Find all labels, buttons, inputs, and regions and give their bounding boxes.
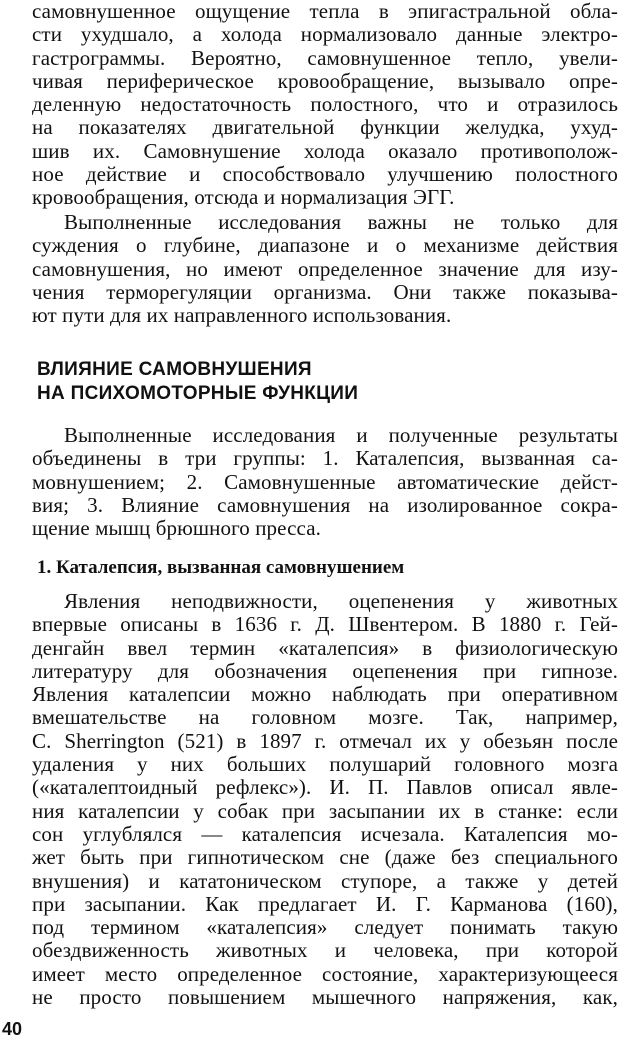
text-line: самовнушенное ощущение тепла в эпигастральной обла- [32, 0, 618, 23]
paragraph-catalepsy [32, 590, 618, 1009]
text-line: денгайн ввел термин «каталепсия» в физиологическую [32, 635, 618, 660]
text-line: гастрограммы. Вероятно, самовнушенное тепло, увели- [32, 45, 618, 70]
text-line: чения терморегуляции организма. Они также показыва- [32, 279, 618, 304]
section-heading [37, 358, 597, 406]
text-line: сти ухудшало, а холода нормализовало данные электро- [32, 22, 618, 47]
text-line: имеет место определенное состояние, характеризующееся [32, 961, 618, 986]
text-line: не просто повышением мышечного напряжения, как, [32, 985, 618, 1010]
text-line: внушения) и кататоническом ступоре, а также у детей [32, 868, 618, 893]
text-line: ния каталепсии у собак при засыпании их в станке: если [32, 798, 618, 823]
text-line: при засыпании. Как предлагает И. Г. Карманова (160), [32, 891, 618, 916]
text-line: мовнушением; 2. Самовнушенные автоматические дейст- [32, 469, 618, 494]
text-line: впервые описаны в 1636 г. Д. Швентером. В 1880 г. Гей- [32, 612, 618, 637]
text-line: вия; 3. Влияние самовнушения на изолированное сокра- [32, 492, 618, 517]
text-line: на показателях двигательной функции желудка, ухуд- [32, 115, 618, 140]
text-line: кровообращения, отсюда и нормализация ЭГГ. [32, 185, 455, 210]
text-line: вмешательстве на головном мозге. Так, например, [32, 705, 618, 730]
paragraph-groups [32, 424, 618, 540]
text-line: суждения о глубине, диапазоне и о механизме действия [32, 233, 618, 258]
text-line: под термином «каталепсия» следует понимать такую [32, 915, 618, 940]
text-line: («каталептоидный рефлекс»). И. П. Павлов описал явле- [32, 775, 618, 800]
text-line: Выполненные исследования и полученные результаты [64, 423, 618, 447]
text-line: самовнушения, но имеют определенное значение для изу- [32, 256, 618, 281]
text-line: щение мышц брюшного пресса. [32, 516, 321, 541]
paragraph-significance [32, 211, 618, 327]
text-line: обездвиженность животных и человека, при которой [32, 938, 618, 963]
text-line: объединены в три группы: 1. Каталепсия, вызванная са- [32, 446, 618, 471]
text-line: удаления у них больших полушарий головного мозга [32, 752, 618, 777]
text-line: Выполненные исследования важны не только для [64, 210, 618, 234]
section-heading-line: НА ПСИХОМОТОРНЫЕ ФУНКЦИИ [37, 383, 359, 404]
text-line: C. Sherrington (521) в 1897 г. отмечал их у обезьян после [32, 728, 618, 753]
text-line: ное действие и способствовало улучшению полостного [32, 162, 618, 187]
text-line: сон углублялся — каталепсия исчезала. Каталепсия мо- [32, 821, 618, 846]
text-line: Явления каталепсии можно наблюдать при оперативном [32, 682, 618, 707]
text-line: деленную недостаточность полостного, что и отразилось [32, 92, 618, 117]
text-line: жет быть при гипнотическом сне (даже без специального [32, 845, 618, 870]
text-line: литературу для обозначения оцепенения при гипнозе. [32, 658, 618, 683]
text-line: Явления неподвижности, оцепенения у животных [64, 589, 618, 613]
section-heading-line: ВЛИЯНИЕ САМОВНУШЕНИЯ [37, 359, 312, 380]
text-line: шив их. Самовнушение холода оказало противополож- [32, 138, 618, 163]
subsection-heading: 1. Каталепсия, вызванная самовнушением [37, 557, 405, 578]
text-line: чивая периферическое кровообращение, вызывало опре- [32, 68, 618, 93]
text-line: ют пути для их направленного использования. [32, 303, 452, 328]
paragraph-continuation [32, 0, 618, 210]
page-number: 40 [2, 1019, 23, 1039]
